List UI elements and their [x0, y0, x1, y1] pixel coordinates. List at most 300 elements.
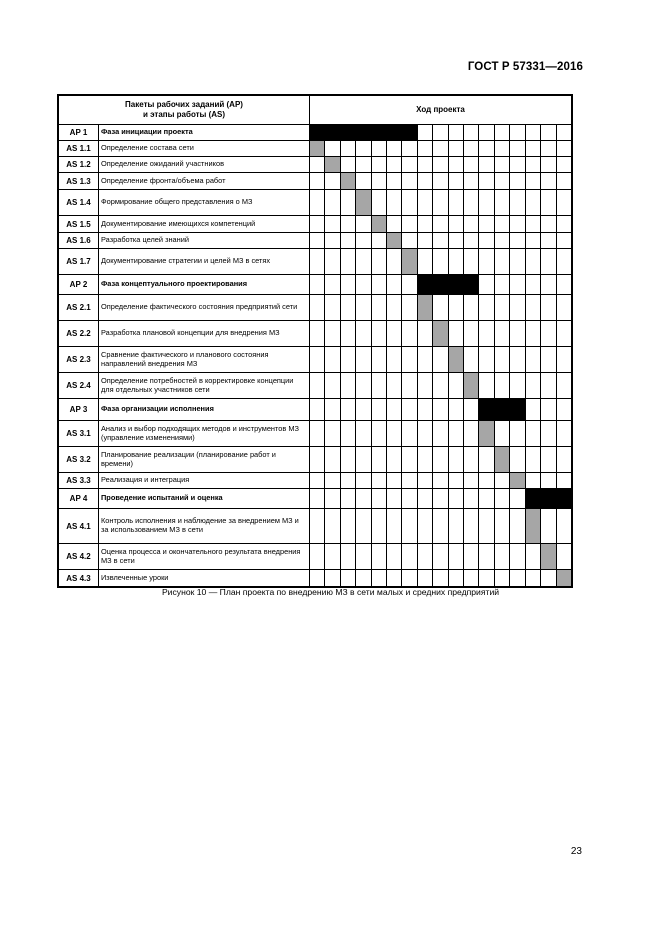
timeline-cell [556, 544, 572, 570]
timeline-cell [510, 275, 525, 295]
timeline-cell [371, 489, 386, 509]
timeline-cell [556, 141, 572, 157]
row-code: AS 2.2 [59, 321, 99, 347]
timeline-cell [510, 157, 525, 173]
work-step-row [59, 173, 572, 190]
timeline-cell [310, 173, 325, 190]
timeline-cell [340, 509, 355, 544]
timeline-cell [325, 249, 340, 275]
timeline-cell [494, 347, 509, 373]
timeline-cell [556, 473, 572, 489]
timeline-cell [525, 544, 540, 570]
timeline-cell [356, 570, 371, 587]
phase-bar-cell [387, 125, 402, 141]
timeline-cell [464, 233, 479, 249]
timeline-cell [479, 295, 494, 321]
work-step-row [59, 347, 572, 373]
row-code: AS 1.4 [59, 190, 99, 216]
timeline-cell [371, 447, 386, 473]
timeline-cell [325, 190, 340, 216]
timeline-cell [494, 570, 509, 587]
row-code: AS 2.4 [59, 373, 99, 399]
timeline-cell [340, 399, 355, 421]
timeline-cell [325, 295, 340, 321]
timeline-cell [433, 447, 448, 473]
timeline-cell [356, 373, 371, 399]
work-step-row [59, 141, 572, 157]
timeline-cell [556, 157, 572, 173]
timeline-cell [310, 509, 325, 544]
timeline-cell [310, 447, 325, 473]
timeline-cell [541, 157, 556, 173]
timeline-cell [387, 275, 402, 295]
timeline-cell [310, 347, 325, 373]
timeline-cell [310, 321, 325, 347]
work-step-row [59, 295, 572, 321]
timeline-cell [417, 125, 432, 141]
row-name: Разработка плановой концепции для внедрения МЗ [99, 321, 310, 347]
timeline-cell [371, 399, 386, 421]
work-step-row [59, 509, 572, 544]
phase-bar-cell [325, 125, 340, 141]
timeline-cell [371, 321, 386, 347]
step-bar-cell [464, 373, 479, 399]
timeline-cell [494, 249, 509, 275]
phase-bar-cell [371, 125, 386, 141]
timeline-cell [494, 373, 509, 399]
step-bar-cell [433, 321, 448, 347]
step-bar-cell [402, 249, 417, 275]
timeline-cell [371, 157, 386, 173]
timeline-cell [325, 489, 340, 509]
row-name: Документирование стратегии и целей МЗ в сетях [99, 249, 310, 275]
timeline-cell [464, 473, 479, 489]
step-bar-cell [448, 347, 463, 373]
timeline-cell [525, 249, 540, 275]
timeline-cell [494, 216, 509, 233]
row-code: AS 4.2 [59, 544, 99, 570]
timeline-cell [510, 295, 525, 321]
timeline-cell [387, 141, 402, 157]
row-name: Разработка целей знаний [99, 233, 310, 249]
phase-bar-cell [417, 275, 432, 295]
timeline-cell [402, 570, 417, 587]
timeline-cell [356, 157, 371, 173]
timeline-cell [479, 447, 494, 473]
timeline-cell [340, 295, 355, 321]
timeline-cell [433, 190, 448, 216]
work-package-row [59, 399, 572, 421]
timeline-cell [402, 473, 417, 489]
timeline-cell [479, 173, 494, 190]
timeline-cell [417, 249, 432, 275]
timeline-cell [402, 216, 417, 233]
phase-bar-cell [402, 125, 417, 141]
row-name: Проведение испытаний и оценка [99, 489, 310, 509]
timeline-cell [356, 275, 371, 295]
timeline-cell [510, 447, 525, 473]
timeline-cell [556, 509, 572, 544]
timeline-cell [371, 249, 386, 275]
work-step-row [59, 233, 572, 249]
timeline-cell [387, 509, 402, 544]
timeline-cell [340, 321, 355, 347]
timeline-cell [525, 295, 540, 321]
timeline-cell [356, 347, 371, 373]
row-code: AS 3.3 [59, 473, 99, 489]
timeline-cell [340, 190, 355, 216]
timeline-cell [340, 141, 355, 157]
timeline-cell [340, 447, 355, 473]
row-name: Определение фронта/объема работ [99, 173, 310, 190]
timeline-cell [402, 544, 417, 570]
timeline-cell [464, 141, 479, 157]
timeline-cell [541, 399, 556, 421]
work-package-row [59, 275, 572, 295]
timeline-cell [356, 489, 371, 509]
row-name: Реализация и интеграция [99, 473, 310, 489]
work-step-row [59, 157, 572, 173]
work-step-row [59, 473, 572, 489]
timeline-cell [340, 489, 355, 509]
timeline-cell [387, 295, 402, 321]
phase-bar-cell [340, 125, 355, 141]
row-code: AS 1.7 [59, 249, 99, 275]
timeline-cell [448, 509, 463, 544]
row-name: Извлеченные уроки [99, 570, 310, 587]
timeline-cell [541, 249, 556, 275]
timeline-cell [387, 157, 402, 173]
row-name: Контроль исполнения и наблюдение за внедрением МЗ и за использованием МЗ в сети [99, 509, 310, 544]
timeline-cell [464, 544, 479, 570]
step-bar-cell [387, 233, 402, 249]
timeline-cell [494, 141, 509, 157]
timeline-cell [479, 489, 494, 509]
work-step-row [59, 249, 572, 275]
timeline-cell [356, 399, 371, 421]
row-code: AP 4 [59, 489, 99, 509]
timeline-cell [556, 173, 572, 190]
timeline-cell [356, 233, 371, 249]
timeline-cell [310, 570, 325, 587]
timeline-cell [356, 544, 371, 570]
project-plan-table [57, 94, 573, 588]
timeline-cell [448, 249, 463, 275]
timeline-cell [417, 473, 432, 489]
row-code: AS 3.2 [59, 447, 99, 473]
timeline-cell [310, 489, 325, 509]
timeline-cell [556, 275, 572, 295]
work-step-row [59, 570, 572, 587]
timeline-cell [494, 421, 509, 447]
timeline-cell [325, 233, 340, 249]
row-name: Планирование реализации (планирование работ и времени) [99, 447, 310, 473]
timeline-cell [525, 321, 540, 347]
timeline-cell [541, 570, 556, 587]
timeline-cell [402, 275, 417, 295]
timeline-cell [433, 125, 448, 141]
timeline-cell [402, 295, 417, 321]
timeline-cell [479, 141, 494, 157]
timeline-cell [448, 141, 463, 157]
timeline-cell [387, 399, 402, 421]
timeline-cell [541, 447, 556, 473]
timeline-cell [402, 399, 417, 421]
step-bar-cell [417, 295, 432, 321]
timeline-cell [356, 321, 371, 347]
timeline-cell [556, 249, 572, 275]
timeline-cell [433, 157, 448, 173]
row-name: Определение потребностей в корректировке концепции для отдельных участников сети [99, 373, 310, 399]
timeline-cell [340, 347, 355, 373]
phase-bar-cell [510, 399, 525, 421]
timeline-cell [464, 509, 479, 544]
row-code: AS 1.5 [59, 216, 99, 233]
timeline-cell [541, 295, 556, 321]
table-header-row [59, 96, 572, 125]
timeline-cell [556, 399, 572, 421]
timeline-cell [402, 421, 417, 447]
timeline-cell [556, 321, 572, 347]
timeline-cell [325, 141, 340, 157]
timeline-cell [464, 399, 479, 421]
timeline-cell [402, 157, 417, 173]
timeline-cell [494, 509, 509, 544]
step-bar-cell [356, 190, 371, 216]
timeline-cell [371, 373, 386, 399]
work-packages-header: Пакеты рабочих заданий (АР) и этапы работы (AS) [59, 96, 310, 125]
timeline-cell [525, 570, 540, 587]
timeline-cell [340, 544, 355, 570]
timeline-cell [402, 233, 417, 249]
timeline-cell [448, 544, 463, 570]
timeline-cell [510, 216, 525, 233]
work-step-row [59, 190, 572, 216]
timeline-cell [417, 544, 432, 570]
row-code: AP 3 [59, 399, 99, 421]
timeline-cell [510, 233, 525, 249]
row-name: Сравнение фактического и планового состояния направлений внедрения МЗ [99, 347, 310, 373]
timeline-cell [541, 373, 556, 399]
phase-bar-cell [464, 275, 479, 295]
timeline-cell [541, 141, 556, 157]
timeline-cell [356, 173, 371, 190]
timeline-cell [402, 141, 417, 157]
timeline-cell [525, 399, 540, 421]
timeline-cell [541, 190, 556, 216]
timeline-cell [433, 570, 448, 587]
timeline-cell [417, 173, 432, 190]
timeline-cell [433, 421, 448, 447]
timeline-cell [479, 216, 494, 233]
timeline-cell [387, 347, 402, 373]
timeline-cell [325, 447, 340, 473]
timeline-cell [525, 233, 540, 249]
timeline-cell [387, 321, 402, 347]
timeline-cell [541, 173, 556, 190]
step-bar-cell [340, 173, 355, 190]
timeline-cell [556, 421, 572, 447]
timeline-cell [510, 173, 525, 190]
timeline-cell [310, 249, 325, 275]
timeline-cell [433, 141, 448, 157]
timeline-cell [356, 249, 371, 275]
timeline-cell [433, 373, 448, 399]
figure-caption: Рисунок 10 — План проекта по внедрению МЗ в сети малых и средних предприятий [161, 587, 500, 597]
phase-bar-cell [479, 399, 494, 421]
phase-bar-cell [448, 275, 463, 295]
timeline-cell [464, 570, 479, 587]
timeline-cell [556, 233, 572, 249]
row-name: Фаза организации исполнения [99, 399, 310, 421]
step-bar-cell [494, 447, 509, 473]
timeline-cell [387, 190, 402, 216]
timeline-cell [340, 373, 355, 399]
timeline-cell [525, 347, 540, 373]
timeline-cell [387, 173, 402, 190]
timeline-cell [402, 489, 417, 509]
timeline-cell [417, 373, 432, 399]
timeline-cell [310, 544, 325, 570]
timeline-cell [371, 173, 386, 190]
timeline-cell [510, 544, 525, 570]
row-code: AS 1.1 [59, 141, 99, 157]
timeline-cell [417, 570, 432, 587]
timeline-cell [340, 157, 355, 173]
timeline-cell [310, 157, 325, 173]
timeline-cell [325, 421, 340, 447]
timeline-cell [325, 473, 340, 489]
timeline-cell [541, 473, 556, 489]
timeline-cell [464, 216, 479, 233]
timeline-cell [325, 399, 340, 421]
timeline-cell [387, 447, 402, 473]
row-name: Анализ и выбор подходящих методов и инструментов МЗ (управление изменениями) [99, 421, 310, 447]
phase-bar-cell [494, 399, 509, 421]
timeline-cell [464, 421, 479, 447]
phase-bar-cell [556, 489, 572, 509]
timeline-cell [448, 216, 463, 233]
timeline-cell [479, 233, 494, 249]
timeline-cell [541, 275, 556, 295]
timeline-cell [479, 125, 494, 141]
timeline-cell [325, 173, 340, 190]
timeline-cell [356, 295, 371, 321]
timeline-cell [448, 473, 463, 489]
timeline-cell [464, 125, 479, 141]
timeline-cell [464, 321, 479, 347]
timeline-cell [525, 473, 540, 489]
timeline-cell [310, 275, 325, 295]
timeline-cell [494, 125, 509, 141]
timeline-cell [541, 125, 556, 141]
timeline-cell [433, 489, 448, 509]
timeline-cell [340, 275, 355, 295]
timeline-cell [387, 249, 402, 275]
timeline-cell [448, 295, 463, 321]
timeline-cell [356, 421, 371, 447]
timeline-cell [371, 544, 386, 570]
timeline-cell [433, 509, 448, 544]
timeline-cell [556, 347, 572, 373]
timeline-cell [387, 544, 402, 570]
timeline-cell [494, 275, 509, 295]
timeline-cell [494, 157, 509, 173]
timeline-cell [448, 399, 463, 421]
timeline-cell [494, 190, 509, 216]
timeline-cell [417, 321, 432, 347]
timeline-cell [371, 233, 386, 249]
phase-bar-cell [525, 489, 540, 509]
timeline-cell [525, 125, 540, 141]
timeline-cell [494, 295, 509, 321]
timeline-cell [402, 447, 417, 473]
timeline-cell [417, 399, 432, 421]
timeline-cell [340, 473, 355, 489]
timeline-cell [402, 190, 417, 216]
step-bar-cell [541, 544, 556, 570]
timeline-cell [494, 233, 509, 249]
phase-bar-cell [356, 125, 371, 141]
timeline-cell [371, 295, 386, 321]
timeline-cell [433, 399, 448, 421]
work-step-row [59, 421, 572, 447]
timeline-cell [387, 570, 402, 587]
step-bar-cell [556, 570, 572, 587]
step-bar-cell [510, 473, 525, 489]
work-step-row [59, 373, 572, 399]
timeline-cell [417, 347, 432, 373]
timeline-cell [510, 489, 525, 509]
timeline-cell [417, 233, 432, 249]
gantt-grid [58, 95, 572, 587]
timeline-cell [479, 544, 494, 570]
timeline-cell [325, 321, 340, 347]
step-bar-cell [525, 509, 540, 544]
timeline-cell [525, 173, 540, 190]
timeline-cell [510, 347, 525, 373]
timeline-cell [494, 489, 509, 509]
timeline-cell [510, 421, 525, 447]
timeline-cell [541, 421, 556, 447]
timeline-cell [448, 173, 463, 190]
timeline-cell [340, 216, 355, 233]
timeline-cell [371, 509, 386, 544]
timeline-cell [340, 233, 355, 249]
timeline-cell [371, 347, 386, 373]
timeline-cell [433, 216, 448, 233]
timeline-cell [448, 570, 463, 587]
timeline-cell [510, 321, 525, 347]
timeline-cell [556, 373, 572, 399]
timeline-cell [310, 373, 325, 399]
timeline-cell [525, 157, 540, 173]
timeline-cell [494, 544, 509, 570]
row-name: Формирование общего представления о МЗ [99, 190, 310, 216]
timeline-cell [494, 321, 509, 347]
timeline-cell [417, 489, 432, 509]
step-bar-cell [310, 141, 325, 157]
timeline-cell [433, 473, 448, 489]
step-bar-cell [371, 216, 386, 233]
timeline-cell [356, 141, 371, 157]
timeline-cell [541, 347, 556, 373]
row-name: Фаза концептуального проектирования [99, 275, 310, 295]
timeline-cell [464, 190, 479, 216]
timeline-cell [525, 190, 540, 216]
timeline-cell [448, 489, 463, 509]
row-code: AS 1.6 [59, 233, 99, 249]
